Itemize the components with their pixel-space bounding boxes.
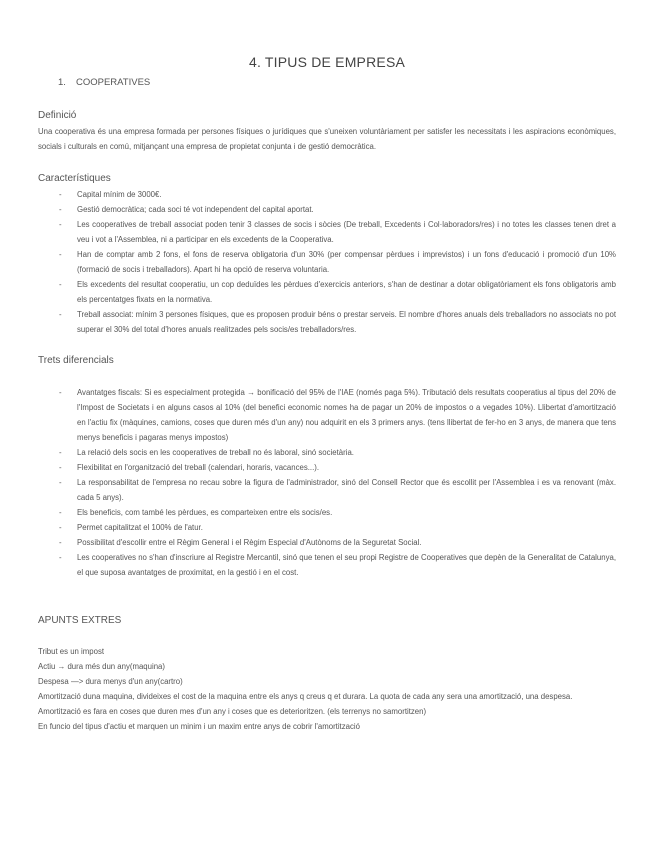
section-heading xyxy=(58,77,150,88)
list-item: - Han de comptar amb 2 fons, el fons de reserva obligatoria d'un 30% (per compensar pèrdues i imprevistos) i un fons d'educació i promoció d'un 10% (formació de socis i treballadors). Apart hi ha opció de reserva voluntaria. xyxy=(59,250,616,274)
note-line: Amortització duna maquina, divideixes el cost de la maquina entre els anys q creus q et durara. La quota de cada any sera una amortització, una despesa. xyxy=(38,692,573,701)
note-line: Amortització es fara en coses que duren mes d'un any i coses que es deterioritzen. (els terrenys no samortitzen) xyxy=(38,707,427,716)
definicio-text: Una cooperativa és una empresa formada per persones físiques o jurídiques que s'uneixen voluntàriament per satisfer les necessitats i les aspiracions econòmiques, socials i culturals en comú, mitjançant una empresa de propietat conjunta i de gestió democràtica. xyxy=(38,127,616,151)
list-item: - Treball associat: mínim 3 persones físiques, que es proposen produir béns o prestar serveis. El nombre d'hores anuals dels treballadors no associats no pot superar el 30% del total d'hores anuals realitzades pels socis/es treballadors/res. xyxy=(59,310,616,334)
list-item: - Flexibilitat en l'organització del treball (calendari, horaris, vacances...). xyxy=(59,463,320,472)
caracteristiques-list xyxy=(38,187,616,337)
note-line: Despesa —> dura menys d'un any(cartro) xyxy=(38,677,183,686)
list-item: - Els excedents del resultat cooperatiu, un cop deduïdes les pèrdues d'exercicis anteriors, s'han de destinar a dotar obligatòriament els fons obligatoris amb els percentatges fixats en la normativa. xyxy=(59,280,616,304)
list-item: - Permet capitalitzat el 100% de l'atur. xyxy=(59,523,203,532)
section-label: COOPERATIVES xyxy=(76,77,151,88)
caracteristiques-heading: Característiques xyxy=(38,173,111,184)
list-item: - La relació dels socis en les cooperatives de treball no és laboral, sinó societària. xyxy=(59,448,354,457)
note-line: Actiu → dura més dun any(maquina) xyxy=(38,662,165,671)
list-item: - Gestió democràtica; cada soci té vot independent del capital aportat. xyxy=(59,205,314,214)
apunts-heading: APUNTS EXTRES xyxy=(38,615,122,626)
trets-heading: Trets diferencials xyxy=(38,355,114,366)
list-item: - Possibilitat d'escollir entre el Règim General i el Règim Especial d'Autònoms de la Seguretat Social. xyxy=(59,538,422,547)
list-item: - La responsabilitat de l'empresa no recau sobre la figura de l'administrador, sinó del Consell Rector que és escollit per l'Assemblea i es va renovant (màx. cada 5 anys). xyxy=(59,478,616,502)
section-number: 1. xyxy=(58,77,66,88)
note-line: En funcio del tipus d'actiu et marquen un minim i un maxim entre anys de cobrir l'amortització xyxy=(38,722,360,731)
list-item: - Les cooperatives de treball associat poden tenir 3 classes de socis i sòcies (De treball, Excedents i Col·laboradors/res) i no totes les classes tenen dret a veu i vot a l'Assemblea, ni a participar en els excedents de la Cooperativa. xyxy=(59,220,616,244)
definicio-heading: Definició xyxy=(38,110,77,121)
apunts-notes xyxy=(38,644,616,734)
list-item: - Avantatges fiscals: Si es especialment protegida → bonificació del 95% de l'IAE (només paga 5%). Tributació dels resultats cooperatius al tipus del 20% de l'Impost de Societats i en alguns casos al 10% (del benefici economic nomes ha de pagar un 20% de impostos o a vegades 10%). Llibertat d'amortització en l'actiu fix (màquines, camions, coses que duren més d'un any) nou adquirit en els 3 primers anys. (tens llibertat de fer-ho en 3 anys, de manera que tens menys beneficis i pagaras menys impostos) xyxy=(59,388,616,442)
list-item: - Capital mínim de 3000€. xyxy=(59,190,162,199)
note-line: Tribut es un impost xyxy=(38,647,105,656)
list-item: - Els beneficis, com també les pèrdues, es comparteixen entre els socis/es. xyxy=(59,508,333,517)
page-title: 4. TIPUS DE EMPRESA xyxy=(248,54,406,70)
list-item: - Les cooperatives no s'han d'inscriure al Registre Mercantil, sinó que tenen el seu propi Registre de Cooperatives que depèn de la Generalitat de Catalunya, el que suposa avantatges de proximitat, en la gestió i en el cost. xyxy=(59,553,616,577)
trets-list xyxy=(38,385,616,580)
